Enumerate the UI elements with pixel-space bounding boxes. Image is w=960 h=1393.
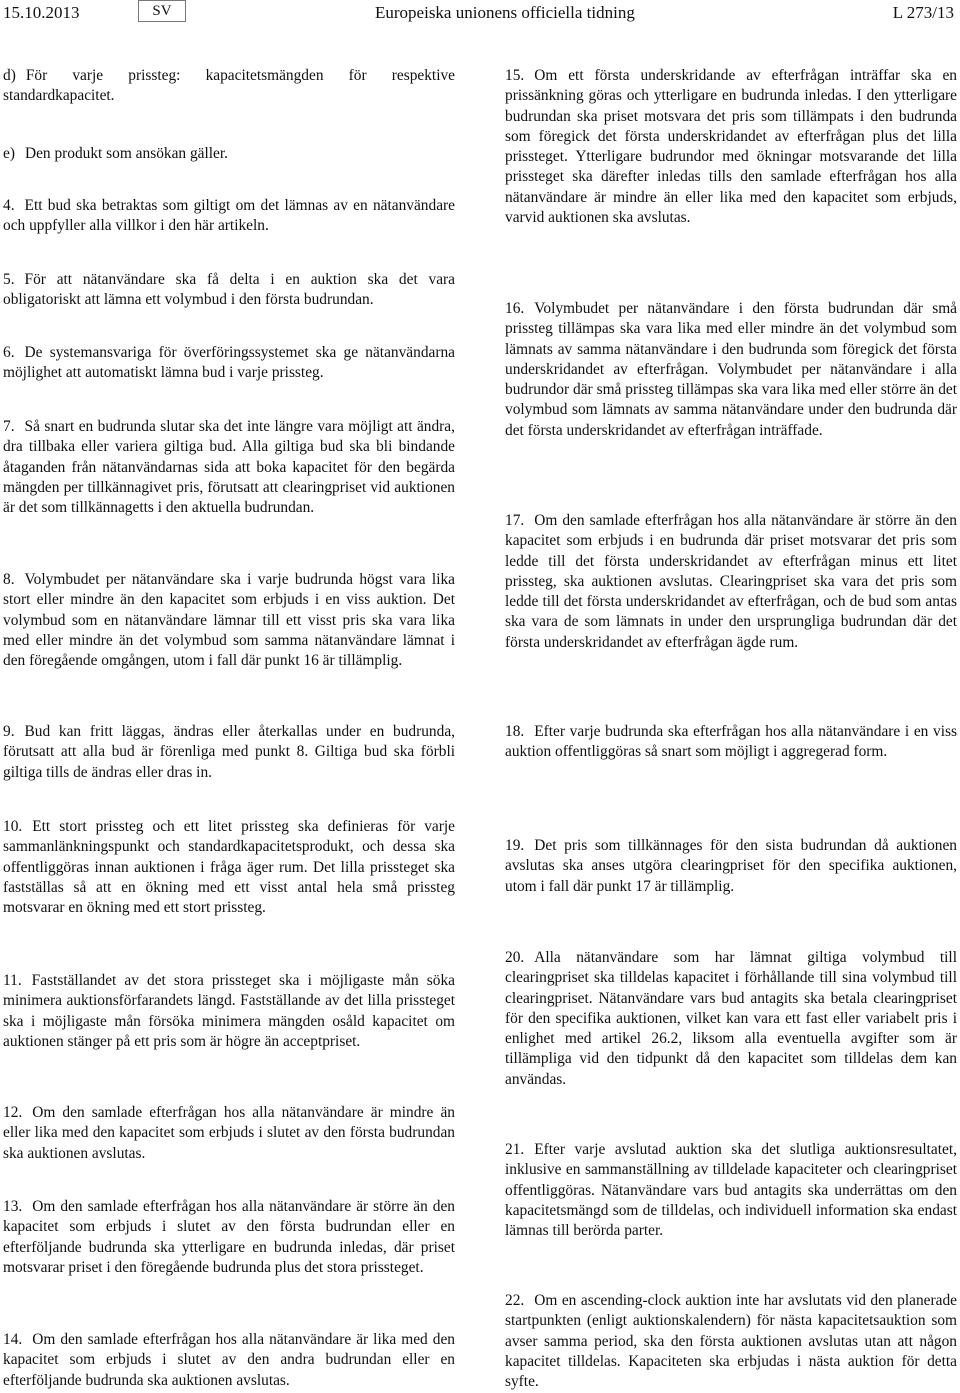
paragraph-d xyxy=(3,66,455,107)
paragraph-number: 13. xyxy=(3,1198,23,1215)
paragraph-number: 21. xyxy=(505,1141,525,1158)
paragraph-11 xyxy=(3,971,455,1052)
paragraph-text: För att nätanvändare ska få delta i en auktion ska det vara obligatoriskt att lämna ett volymbud i den första budrundan. xyxy=(3,271,455,309)
paragraph-text: Om ett första underskridande av efterfrågan inträffar ska en prissänkning göras och ytterligare en budrunda inledas. I den ytterligare budrundan ska priset motsvara det pris som tillämpats i den budrunda som föregick det första underskridandet av efterfrågan plus det lilla prissteget. Ytterligare budrundor med ökningar motsvarande det lilla prissteget ska därefter inledas tills den samlade efterfrågan hos alla nätanvändare är mindre än eller lika med den kapacitet som erbjuds, varvid auktionen ska avslutas. xyxy=(505,67,957,227)
paragraph-text: Om den samlade efterfrågan hos alla nätanvändare är lika med den kapacitet som erbjuds i slutet av den andra budrundan eller en efterföljande budrunda ska auktionen avslutas. xyxy=(3,1331,455,1389)
paragraph-number: 17. xyxy=(505,512,525,529)
paragraph-number: 4. xyxy=(3,197,15,214)
paragraph-text: För varje prissteg: kapacitetsmängden för respektive standardkapacitet. xyxy=(3,67,455,105)
paragraph-number: 16. xyxy=(505,300,525,317)
paragraph-text: Volymbudet per nätanvändare i den första budrundan där små prissteg tillämpas ska vara lika med eller mindre än det volymbud som lämnats av samma nätanvändare i den budrunda som föregick det första underskridandet av efterfrågan. Volymbudet per nätanvändare i alla budrundor där små prissteg tillämpas ska vara lika med eller större än det volymbud som lämnats av samma nätanvändare under den budrunda där det första underskridandet av efterfrågan inträffade. xyxy=(505,300,957,439)
paragraph-number: 18. xyxy=(505,723,525,740)
paragraph-18 xyxy=(505,722,957,763)
paragraph-4 xyxy=(3,196,455,237)
paragraph-number: d) xyxy=(3,67,16,84)
paragraph-text: Det pris som tillkännages för den sista budrundan då auktionen avslutas ska anses utgöra clearingpriset för den specifika auktionen, utom i fall där punkt 17 är tillämplig. xyxy=(505,837,957,895)
paragraph-text: Efter varje budrunda ska efterfrågan hos alla nätanvändare i en viss auktion offentliggöras så snart som möjligt i aggregerad form. xyxy=(505,723,957,761)
paragraph-e xyxy=(3,144,455,164)
paragraph-text: De systemansvariga för överföringssystemet ska ge nätanvändarna möjlighet att automatiskt lämna bud i varje prissteg. xyxy=(3,344,455,382)
paragraph-number: 8. xyxy=(3,571,15,588)
paragraph-text: Ett bud ska betraktas som giltigt om det lämnas av en nätanvändare och uppfyller alla villkor i den här artikeln. xyxy=(3,197,455,235)
paragraph-17 xyxy=(505,511,957,653)
paragraph-text: Efter varje avslutad auktion ska det slutliga auktionsresultatet, inklusive en sammanställning av tilldelade kapaciteter och clearingpriset offentliggöras. Nätanvändare vars bud antagits ska underrättas om den kapacitetsmängd som de tilldelas, och individuell information ska endast lämnas till berörda parter. xyxy=(505,1141,957,1240)
paragraph-20 xyxy=(505,948,957,1090)
paragraph-number: 20. xyxy=(505,949,525,966)
paragraph-number: 6. xyxy=(3,344,15,361)
paragraph-6 xyxy=(3,343,455,384)
paragraph-text: Bud kan fritt läggas, ändras eller återkallas under en budrunda, förutsatt att alla bud är förenliga med punkt 8. Giltiga bud ska förbli giltiga tills de ändras eller dras in. xyxy=(3,723,455,781)
header-date: 15.10.2013 xyxy=(3,3,80,22)
paragraph-number: 19. xyxy=(505,837,525,854)
paragraph-number: 9. xyxy=(3,723,15,740)
paragraph-number: 7. xyxy=(3,418,15,435)
paragraph-9 xyxy=(3,722,455,783)
paragraph-text: Om den samlade efterfrågan hos alla nätanvändare är större än den kapacitet som erbjuds i en budrunda där priset motsvarar det pris som ledde till det första underskridandet av efterfrågan minus ett litet prissteg, ska auktionen avslutas. Clearingpriset ska vara det pris som ledde till det första underskridandet av efterfrågan, och de bud som antas ska vara de som lämnats in under den ursprungliga budrundan där det första underskridandet av efterfrågan ägde rum. xyxy=(505,512,957,651)
paragraph-15 xyxy=(505,66,957,228)
journal-title: Europeiska unionens officiella tidning xyxy=(375,3,635,22)
paragraph-number: e) xyxy=(3,145,15,162)
paragraph-number: 14. xyxy=(3,1331,23,1348)
paragraph-16 xyxy=(505,299,957,441)
paragraph-number: 15. xyxy=(505,67,525,84)
paragraph-19 xyxy=(505,836,957,897)
paragraph-text: Den produkt som ansökan gäller. xyxy=(24,145,228,162)
paragraph-7 xyxy=(3,417,455,518)
paragraph-text: Så snart en budrunda slutar ska det inte längre vara möjligt att ändra, dra tillbaka eller variera giltiga bud. Alla giltiga bud ska bli bindande åtaganden från nätanvändarnas sida att boka kapacitet för den begärda mängden per tillkännagivet pris, förutsatt att clearingpriset vid auktionen är det som tillkännagetts i den aktuella budrundan. xyxy=(3,418,455,517)
page-number: L 273/13 xyxy=(892,3,954,22)
paragraph-text: Ett stort prissteg och ett litet prissteg ska definieras för varje sammanlänkningspunkt och standardkapacitetsprodukt, och dessa ska offentliggöras innan auktionen i fråga äger rum. Det lilla prissteget ska fastställas så att en ökning med ett visst antal hela små prissteg motsvarar en ökning med ett stort prissteg. xyxy=(3,818,455,917)
paragraph-text: Om den samlade efterfrågan hos alla nätanvändare är större än den kapacitet som erbjuds i slutet av den första budrundan eller en efterföljande budrunda ska ytterligare en budrunda inledas, där priset motsvarar priset i den föregående budrunda plus det stora prissteget. xyxy=(3,1198,455,1276)
paragraph-text: Om en ascending-clock auktion inte har avslutats vid den planerade startpunkten (enligt auktionskalendern) för nästa kapacitetsauktion som avser samma period, ska den första auktionen avslutas utan att någon kapacitet tilldelas. Kapaciteten ska erbjudas i nästa auktion för detta syfte. xyxy=(505,1292,957,1391)
paragraph-12 xyxy=(3,1103,455,1164)
paragraph-8 xyxy=(3,570,455,671)
paragraph-number: 10. xyxy=(3,818,23,835)
paragraph-number: 11. xyxy=(3,972,22,989)
language-badge: SV xyxy=(138,0,186,22)
paragraph-number: 5. xyxy=(3,271,15,288)
paragraph-text: Alla nätanvändare som har lämnat giltiga volymbud till clearingpriset ska tilldelas kapacitet i förhållande till sina volymbud till clearingpriset. Nätanvändare vars bud antagits ska betala clearingpriset för den specifika auktionen, vilket kan vara ett fast eller variabelt pris i enlighet med artikel 26.2, liksom alla eventuella avgifter som är tillämpliga vid den tidpunkt då den kapacitet som tilldelas dem kan användas. xyxy=(505,949,957,1088)
paragraph-number: 12. xyxy=(3,1104,23,1121)
paragraph-5 xyxy=(3,270,455,311)
page-header xyxy=(0,0,960,26)
paragraph-text: Om den samlade efterfrågan hos alla nätanvändare är mindre än eller lika med den kapacitet som erbjuds i slutet av den första budrundan ska auktionen avslutas. xyxy=(3,1104,455,1162)
paragraph-22 xyxy=(505,1291,957,1392)
paragraph-10 xyxy=(3,817,455,918)
paragraph-13 xyxy=(3,1197,455,1278)
paragraph-21 xyxy=(505,1140,957,1241)
paragraph-text: Fastställandet av det stora prissteget ska i möjligaste mån söka minimera auktionsförfarandets längd. Fastställande av det lilla prissteget ska i möjligaste mån försöka minimera mängden osåld kapacitet om auktionen stänger på ett pris som är högre än acceptpriset. xyxy=(3,972,455,1050)
paragraph-number: 22. xyxy=(505,1292,525,1309)
paragraph-text: Volymbudet per nätanvändare ska i varje budrunda högst vara lika stort eller mindre än den kapacitet som erbjuds i en viss auktion. Det volymbud som en nätanvändare lämnar till ett visst pris ska vara lika med eller mindre än det volymbud som samma nätanvändare lämnat i den föregående omgången, utom i fall där punkt 16 är tillämplig. xyxy=(3,571,455,670)
paragraph-14 xyxy=(3,1330,455,1391)
